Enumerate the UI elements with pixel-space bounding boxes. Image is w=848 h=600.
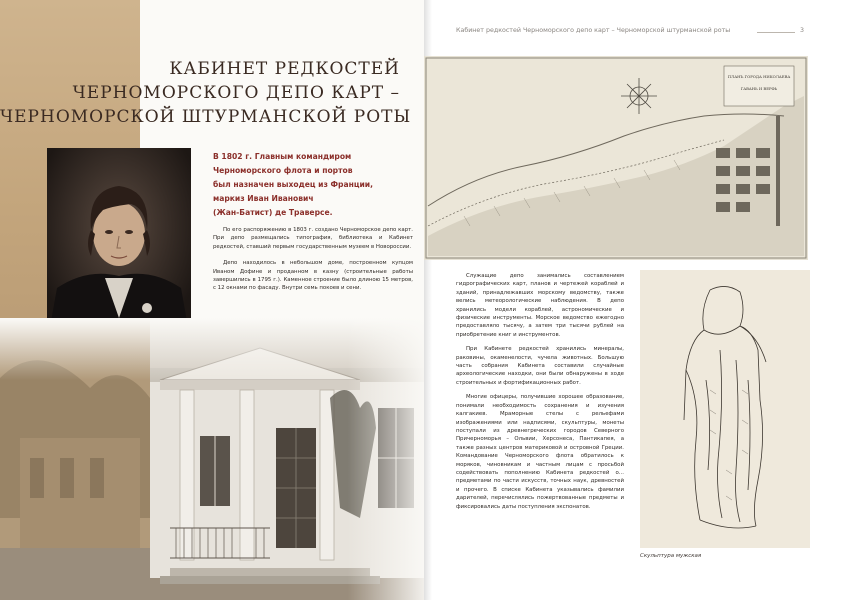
header-rule <box>757 32 795 33</box>
map-legend-line-2: ГАВАНЬ И ВЕРФЬ <box>740 86 778 91</box>
left-paragraph-2: Депо находилось в небольшом доме, построенном купцом Иваном Дофине и проданном в казну (строительные работы завершились в 1795 г.). Каменное строение было длиною 15 метров, с 12 окнами по фасаду. Внутри семь покоев и сени. <box>213 260 413 292</box>
intro-line-3: был назначен выходец из Франции, <box>213 180 373 189</box>
city-map <box>424 56 808 260</box>
statue-drawing <box>640 270 810 548</box>
left-paragraph-1: По его распоряжению в 1803 г. создано Черноморское депо карт. При депо размещались типография, библиотека и Кабинет редкостей, ставший первым государственным музеем в Новороссии. <box>213 227 413 250</box>
running-header: Кабинет редкостей Черноморского депо карт – Черноморской штурманской роты <box>456 27 731 34</box>
right-paragraph-2: При Кабинете редкостей хранились минералы, раковины, окаменелости, чучела животных. Большую часть собрания Кабинета составили случайные археологические находки, они были обнаружены в ходе строительных и фортификационных работ. <box>456 346 624 386</box>
house-photo <box>0 318 424 600</box>
intro-line-5: (Жан-Батист) де Траверсе. <box>213 208 333 217</box>
right-paragraph-3: Многие офицеры, получившие хорошее образование, понимали необходимость сохранения и изучения калгакиев. Мраморные стелы с рельефами изображениями или надписями, скульптуры, монеты поступали из древнегреческих городов Северного Причерноморья – Ольвии, Херсонеса, Пантикапея, а также разных центров материковой и островной Греции. Командование Черноморского флота обратилось к моряков, чиновникам и частным лицам с просьбой содействовать пополнению Кабинета редкостей о... предметами по части искусств, точных наук, древностей и прочего. В списке Кабинета указывались фамилии дарителей, перечислялись пожертвованные предметы и фиксировались даты поступления экспонатов. <box>456 394 624 510</box>
intro-line-2: Черноморского флота и портов <box>213 166 353 175</box>
title-line-1: КАБИНЕТ РЕДКОСТЕЙ <box>169 59 400 79</box>
statue-caption: Скульптура мужская <box>640 553 702 559</box>
map-legend-line-1: ПЛАНЪ ГОРОДА НИКОЛАЕВА <box>727 74 791 79</box>
intro-text <box>213 150 413 220</box>
left-body-text <box>213 226 413 301</box>
intro-line-4: маркиз Иван Иванович <box>213 194 314 203</box>
page-title <box>0 57 412 129</box>
title-line-2: ЧЕРНОМОРСКОГО ДЕПО КАРТ – <box>72 83 400 103</box>
right-paragraph-1: Служащие депо занимались составлением гидрографических карт, планов и чертежей кораблей и зданий, принадлежавших морскому ведомству, также велись метеорологические наблюдения. В депо хранились модели кораблей, астрономические и физические инструменты. Морское ведомство ежегодно предоставляло тысячу, а затем три тысячи рублей на приобретение книг и инструментов. <box>456 273 624 338</box>
portrait-image <box>47 148 191 344</box>
title-line-3: ЧЕРНОМОРСКОЙ ШТУРМАНСКОЙ РОТЫ <box>0 107 412 127</box>
intro-line-1: В 1802 г. Главным командиром <box>213 152 352 161</box>
right-body-text <box>456 272 624 517</box>
page-number: 3 <box>800 27 805 34</box>
